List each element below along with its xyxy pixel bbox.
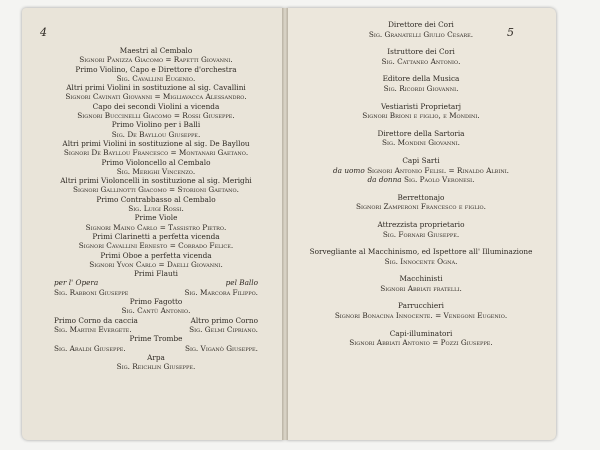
name-line: Signori Abbiati fratelli. <box>380 283 462 293</box>
heading-line: Direttore della Sartoria <box>377 128 465 138</box>
name-line: Sig. Cantù Antonio. <box>121 306 191 316</box>
heading-line: Vestiaristi Proprietarj <box>380 101 462 111</box>
heading-line: Primo Violoncello al Cembalo <box>101 157 211 167</box>
left-page-number: 4 <box>40 26 47 39</box>
sarti-donna-line <box>294 175 548 185</box>
corno-caccia-name: Sig. Martini Evergete. <box>54 324 132 334</box>
sarti-donna-names: Sig. Paolo Veronesi. <box>403 175 475 185</box>
heading-line: Prime Trombe <box>129 334 183 344</box>
name-line: Signori Cavallini Ernesto = Corrado Felice. <box>78 241 234 251</box>
flauti-ballo-name: Sig. Marcora Filippo. <box>184 287 258 297</box>
name-line: Signori Brioni e figlio, e Mondini. <box>362 111 480 121</box>
heading-line: Primo Contrabbasso al Cembalo <box>96 194 216 204</box>
name-line: Signori Cavinati Giovanni = Migliavacca Alessandro. <box>65 92 247 102</box>
name-line: Sig. Ricordi Giovanni. <box>383 83 459 93</box>
flauti-opera-name: Sig. Rabboni Giuseppe <box>54 287 129 297</box>
sarti-donna-label: da donna <box>367 175 402 185</box>
name-line: Sig. Granatelli Giulio Cesare. <box>368 29 474 39</box>
name-line: Signori Gallinotti Giacomo = Storioni Gaetano. <box>73 185 239 195</box>
trombe-names <box>40 344 272 353</box>
altro-corno-name: Sig. Gelmi Cipriano. <box>189 324 258 334</box>
left-page-text <box>40 46 272 371</box>
name-line: Signori Buccinelli Giacomo = Rossi Giuseppe. <box>77 111 235 121</box>
heading-line: Altri primi Violoncelli in sostituzione al sig. Merighi <box>60 176 252 186</box>
heading-line: Primi Oboe a perfetta vicenda <box>100 250 212 260</box>
heading-line: Prime Viole <box>134 213 178 223</box>
name-line: Signori Yvon Carlo = Daelli Giovanni. <box>89 259 223 269</box>
heading-line: Istruttore dei Cori <box>387 47 455 57</box>
heading-line: Primo Fagotto <box>129 297 183 307</box>
tromba-name-2: Sig. Viganò Giuseppe. <box>184 343 258 353</box>
heading-line: Sorvegliante al Macchinismo, ed Ispettore all' Illuminazione <box>309 247 533 257</box>
sarti-uomo-names: Signori Antonio Felisi. = Rinaldo Albini. <box>367 165 510 175</box>
name-line: Sig. Luigi Rossi. <box>128 204 184 214</box>
heading-line: Maestri al Cembalo <box>119 46 193 55</box>
name-line: Sig. Merighi Vincenzo. <box>116 166 196 176</box>
name-line: Signori Abbiati Antonio = Pozzi Giuseppe. <box>349 338 493 348</box>
heading-line: Altri primi Violini in sostituzione al sig. Cavallini <box>66 83 246 93</box>
corno-caccia-head: Primo Corno da caccia <box>54 315 138 325</box>
heading-line: Arpa <box>147 352 165 362</box>
heading-line: Macchinisti <box>399 274 443 284</box>
name-line: Signori Panizza Giacomo = Rapetti Giovanni. <box>79 55 233 65</box>
name-line: Signori De Bayllou Francesco = Montanari Gaetano. <box>63 148 249 158</box>
heading-line: Primi Flauti <box>133 269 179 279</box>
name-line: Signori Zamperoni Francesco e figlio. <box>356 202 486 212</box>
name-line: Sig. Cattaneo Antonio. <box>381 56 461 66</box>
corni-heads <box>40 316 272 325</box>
heading-line: Attrezzista proprietario <box>377 219 465 229</box>
right-page-text <box>294 20 548 348</box>
sarti-uomo-line <box>294 166 548 176</box>
heading-line: Capo dei secondi Violini a vicenda <box>92 101 220 111</box>
name-line: Sig. Reichlin Giuseppe. <box>116 362 196 372</box>
flauti-heads <box>40 278 272 287</box>
name-line: Sig. Innocente Ogna. <box>384 256 458 266</box>
flauti-names <box>40 288 272 297</box>
name-line: Sig. Cavallini Eugenio. <box>116 73 196 83</box>
tromba-name-1: Sig. Araldi Giuseppe. <box>54 343 126 353</box>
flauti-opera-head: per l' Opera <box>54 278 99 288</box>
name-line: Signori Bonacina Innocente. = Venegoni Eugenio. <box>334 311 508 321</box>
heading-line: Primo Violino, Capo e Direttore d'orchestra <box>75 64 237 74</box>
heading-line: Primi Clarinetti a perfetta vicenda <box>92 231 220 241</box>
heading-line: Direttore dei Cori <box>388 20 454 29</box>
name-line: Signori Maino Carlo = Tassistro Pietro. <box>85 222 227 232</box>
name-line: Sig. De Bayllou Giuseppe. <box>111 129 201 139</box>
name-line: Sig. Mondini Giovanni. <box>382 138 460 148</box>
heading-line: Berrettonajo <box>397 192 445 202</box>
book-spine <box>282 8 288 440</box>
heading-line: Primo Violino per i Balli <box>111 120 201 130</box>
corni-names <box>40 325 272 334</box>
altro-corno-head: Altro primo Corno <box>190 315 258 325</box>
heading-line: Parrucchieri <box>398 301 444 311</box>
flauti-ballo-head: pel Ballo <box>225 278 258 288</box>
heading-line: Editore della Musica <box>382 74 460 84</box>
sarti-uomo-label: da uomo <box>332 165 365 175</box>
right-page-number: 5 <box>507 26 514 39</box>
name-line: Sig. Fornari Giuseppe. <box>382 229 460 239</box>
heading-line: Capi Sarti <box>402 155 440 165</box>
heading-line: Capi-illuminatori <box>389 328 453 338</box>
heading-line: Altri primi Violini in sostituzione al sig. De Bayllou <box>62 138 250 148</box>
